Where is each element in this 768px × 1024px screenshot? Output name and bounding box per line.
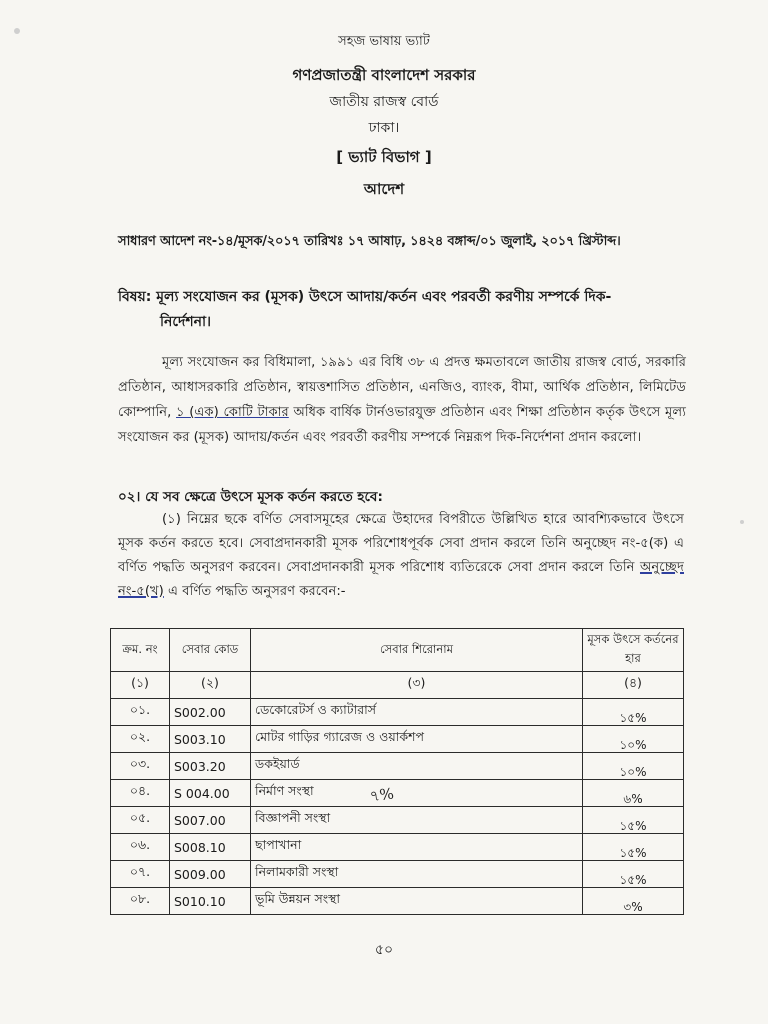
- code-cell: S007.00: [170, 807, 251, 834]
- board-name: জাতীয় রাজস্ব বোর্ড: [329, 94, 439, 110]
- table-row: [111, 834, 684, 861]
- title-cell: নির্মাণ সংস্থা: [251, 780, 583, 807]
- section-2-paragraph: [118, 508, 684, 604]
- table-row: [111, 726, 684, 753]
- table-row: [111, 861, 684, 888]
- code-cell: S003.10: [170, 726, 251, 753]
- header-service-code: সেবার কোড: [170, 629, 251, 672]
- table-row: [111, 807, 684, 834]
- rate-value: ১৫%: [619, 846, 647, 860]
- rate-value: ৩%: [623, 900, 643, 914]
- section-2-text-b: এ বর্ণিত পদ্ধতি অনুসরণ করবেন:-: [163, 584, 346, 599]
- serial-cell: ০২.: [111, 726, 170, 753]
- rate-value: ১৫%: [619, 873, 647, 887]
- index-cell: (৪): [583, 672, 684, 699]
- subject-block: [118, 285, 688, 335]
- header-service-title: সেবার শিরোনাম: [251, 629, 583, 672]
- government-name: গণপ্রজাতন্ত্রী বাংলাদেশ সরকার: [292, 66, 476, 84]
- rate-value: ১০%: [619, 738, 647, 752]
- serial-cell: ০৫.: [111, 807, 170, 834]
- title-cell: নিলামকারী সংস্থা: [251, 861, 583, 888]
- code-cell: S010.10: [170, 888, 251, 915]
- index-cell: (১): [111, 672, 170, 699]
- section-2-text-a: (১) নিম্নের ছকে বর্ণিত সেবাসমূহের ক্ষেত্রে উহাদের বিপরীতে উল্লিখিত হারে আবশ্যিকভাবে উৎসে মূসক কর্তন করতে হবে। সেবাপ্রদানকারী মূসক পরিশোধপূর্বক সেবা প্রদান করলে তিনি অনুচ্ছেদ নং-৫(ক) এ বর্ণিত পদ্ধতি অনুসরণ করবেন। সেবাপ্রদানকারী মূসক পরিশোধ ব্যতিরেকে সেবা প্রদান করলে তিনি: [118, 512, 684, 575]
- rate-value: ৬%: [623, 792, 643, 806]
- order-heading: আদেশ: [363, 180, 405, 198]
- subject-line-2: নির্দেশনা।: [160, 314, 212, 330]
- page-number: ৫০: [374, 942, 394, 958]
- intro-text-a: মূল্য সংযোজন কর বিধিমালা, ১৯৯১ এর বিধি ৩৮ এ প্রদত্ত ক্ষমতাবলে জাতীয় রাজস্ব বোর্ড, সরকারি প্রতিষ্ঠান, আধাসরকারি প্রতিষ্ঠান, স্বায়ত্তশাসিত প্রতিষ্ঠান, এনজিও, ব্যাংক, বীমা, আর্থিক প্রতিষ্ঠান, লিমিটেড কোম্পানি,: [118, 355, 686, 420]
- intro-underlined-amount: ১ (এক) কোটি টাকার: [176, 405, 289, 420]
- table-row: [111, 888, 684, 915]
- header-deduction-rate: মূসক উৎসে কর্তনের হার: [583, 629, 684, 672]
- service-rate-table: [110, 628, 684, 915]
- rate-value: ১৫%: [619, 711, 647, 725]
- code-cell: S002.00: [170, 699, 251, 726]
- intro-paragraph: [118, 350, 686, 450]
- table-header-row: [111, 629, 684, 672]
- department-name: [ ভ্যাট বিভাগ ]: [336, 148, 432, 166]
- title-cell: ছাপাখানা: [251, 834, 583, 861]
- title-cell: ডেকোরেটর্স ও ক্যাটারার্স: [251, 699, 583, 726]
- scan-speck: [740, 520, 744, 524]
- title-cell: বিজ্ঞাপনী সংস্থা: [251, 807, 583, 834]
- serial-cell: ০১.: [111, 699, 170, 726]
- intro-text-b: অধিক বার্ষিক টার্নওভারযুক্ত প্রতিষ্ঠান এবং শিক্ষা প্রতিষ্ঠান কর্তৃক উৎসে মূল্য সংযোজন কর (মূসক) আদায়/কর্তন এবং পরবর্তী করণীয় সম্পর্কে নিম্নরূপ দিক-নির্দেশনা প্রদান করলো।: [118, 405, 686, 445]
- rate-cell: [583, 699, 684, 726]
- serial-cell: ০৬.: [111, 834, 170, 861]
- title-cell: ভূমি উন্নয়ন সংস্থা: [251, 888, 583, 915]
- code-cell: S 004.00: [170, 780, 251, 807]
- serial-cell: ০৮.: [111, 888, 170, 915]
- index-cell: (২): [170, 672, 251, 699]
- section-2-underlined-ref: অনুচ্ছেদ নং-৫(খ): [118, 560, 684, 599]
- serial-cell: ০৩.: [111, 753, 170, 780]
- table-row: [111, 780, 684, 807]
- header-serial: ক্রম. নং: [111, 629, 170, 672]
- serial-cell: ০৪.: [111, 780, 170, 807]
- rate-value: ১০%: [619, 765, 647, 779]
- code-cell: S003.20: [170, 753, 251, 780]
- handwritten-rate-note: ৭%: [368, 784, 395, 806]
- code-cell: S009.00: [170, 861, 251, 888]
- title-cell: ডকইয়ার্ড: [251, 753, 583, 780]
- title-cell: মোটর গাড়ির গ্যারেজ ও ওয়ার্কশপ: [251, 726, 583, 753]
- order-reference: সাধারণ আদেশ নং-১৪/মূসক/২০১৭ তারিখঃ ১৭ আষাঢ়, ১৪২৪ বঙ্গাব্দ/০১ জুলাই, ২০১৭ খ্রিস্টাব্দ।: [118, 234, 621, 249]
- serial-cell: ০৭.: [111, 861, 170, 888]
- rate-value: ১৫%: [619, 819, 647, 833]
- book-title: সহজ ভাষায় ভ্যাট: [338, 34, 430, 49]
- table-row: [111, 699, 684, 726]
- index-cell: (৩): [251, 672, 583, 699]
- section-2-heading: ০২। যে সব ক্ষেত্রে উৎসে মূসক কর্তন করতে হবে:: [118, 489, 383, 505]
- subject-line-1: বিষয়: মূল্য সংযোজন কর (মূসক) উৎসে আদায়/কর্তন এবং পরবর্তী করণীয় সম্পর্কে দিক-: [118, 289, 612, 305]
- city-name: ঢাকা।: [368, 120, 400, 136]
- table-index-row: [111, 672, 684, 699]
- table-row: [111, 753, 684, 780]
- code-cell: S008.10: [170, 834, 251, 861]
